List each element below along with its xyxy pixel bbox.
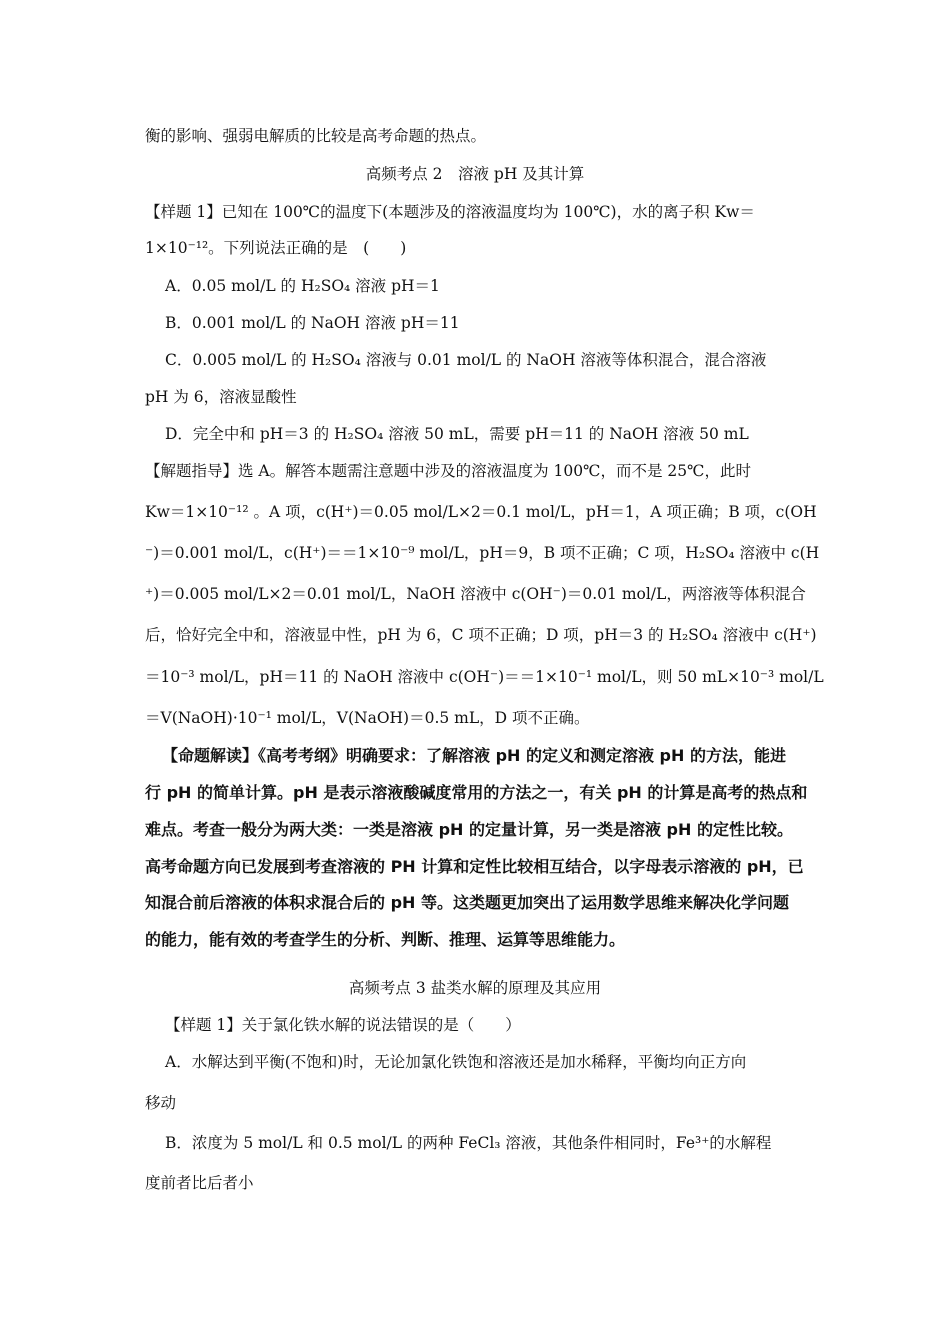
option-d: D．完全中和 pH＝3 的 H₂SO₄ 溶液 50 mL，需要 pH＝11 的 NaOH 溶液 50 mL <box>165 425 749 443</box>
option-a-s3-line-1: A．水解达到平衡(不饱和)时，无论加氯化铁饱和溶液还是加水稀释，平衡均向正方向 <box>165 1053 747 1071</box>
interpretation-line: 知混合前后溶液的体积求混合后的 pH 等。这类题更加突出了运用数学思维来解决化学问题 <box>145 893 789 912</box>
interpretation-line: 的能力，能有效的考查学生的分析、判断、推理、运算等思维能力。 <box>145 930 626 949</box>
guide-line: ⁻)＝0.001 mol/L，c(H⁺)＝＝1×10⁻⁹ mol/L，pH＝9，B 项不正确；C 项，H₂SO₄ 溶液中 c(H <box>145 544 820 562</box>
option-a-s3-line-2: 移动 <box>145 1094 177 1112</box>
option-b-s3-line-2: 度前者比后者小 <box>145 1174 254 1192</box>
option-b: B．0.001 mol/L 的 NaOH 溶液 pH＝11 <box>165 314 460 332</box>
guide-line: Kw＝1×10⁻¹² 。A 项，c(H⁺)＝0.05 mol/L×2＝0.1 mol/L，pH＝1，A 项正确；B 项，c(OH <box>145 503 817 521</box>
section-2-heading: 高频考点 2 溶液 pH 及其计算 <box>365 165 585 183</box>
interpretation-line: 行 pH 的简单计算。pH 是表示溶液酸碱度常用的方法之一，有关 pH 的计算是高考的热点和 <box>145 783 808 802</box>
option-a: A．0.05 mol/L 的 H₂SO₄ 溶液 pH＝1 <box>165 277 440 295</box>
intro-line: 衡的影响、强弱电解质的比较是高考命题的热点。 <box>145 127 487 145</box>
guide-line: 【解题指导】选 A。解答本题需注意题中涉及的溶液温度为 100℃，而不是 25℃，此时 <box>145 462 751 480</box>
question-1-line-2: 1×10⁻¹²。下列说法正确的是 ( ) <box>145 239 407 257</box>
question-1b: 【样题 1】关于氯化铁水解的说法错误的是（ ） <box>165 1016 521 1034</box>
question-1-line-1: 【样题 1】已知在 100℃的温度下(本题涉及的溶液温度均为 100℃)，水的离子积 Kw＝ <box>145 203 755 221</box>
guide-line: ⁺)＝0.005 mol/L×2＝0.01 mol/L，NaOH 溶液中 c(OH⁻)＝0.01 mol/L，两溶液等体积混合 <box>145 585 806 603</box>
option-b-s3-line-1: B．浓度为 5 mol/L 和 0.5 mol/L 的两种 FeCl₃ 溶液，其他条件相同时，Fe³⁺的水解程 <box>165 1134 772 1152</box>
guide-line: ＝10⁻³ mol/L，pH＝11 的 NaOH 溶液中 c(OH⁻)＝＝1×10⁻¹ mol/L，则 50 mL×10⁻³ mol/L <box>145 668 824 686</box>
option-c-line-2: pH 为 6，溶液显酸性 <box>145 388 297 406</box>
section-3-heading: 高频考点 3 盐类水解的原理及其应用 <box>348 979 602 997</box>
guide-line: 后，恰好完全中和，溶液显中性，pH 为 6，C 项不正确；D 项，pH＝3 的 H₂SO₄ 溶液中 c(H⁺) <box>145 626 817 644</box>
interpretation-line: 高考命题方向已发展到考查溶液的 PH 计算和定性比较相互结合，以字母表示溶液的 pH，已 <box>145 857 804 876</box>
option-c-line-1: C．0.005 mol/L 的 H₂SO₄ 溶液与 0.01 mol/L 的 NaOH 溶液等体积混合，混合溶液 <box>165 351 767 369</box>
interpretation-line: 难点。考查一般分为两大类：一类是溶液 pH 的定量计算，另一类是溶液 pH 的定性比较。 <box>145 820 793 839</box>
guide-line: ＝V(NaOH)·10⁻¹ mol/L，V(NaOH)＝0.5 mL，D 项不正确。 <box>145 709 590 727</box>
interpretation-line: 【命题解读】《高考考纲》明确要求：了解溶液 pH 的定义和测定溶液 pH 的方法，能进 <box>162 746 786 765</box>
